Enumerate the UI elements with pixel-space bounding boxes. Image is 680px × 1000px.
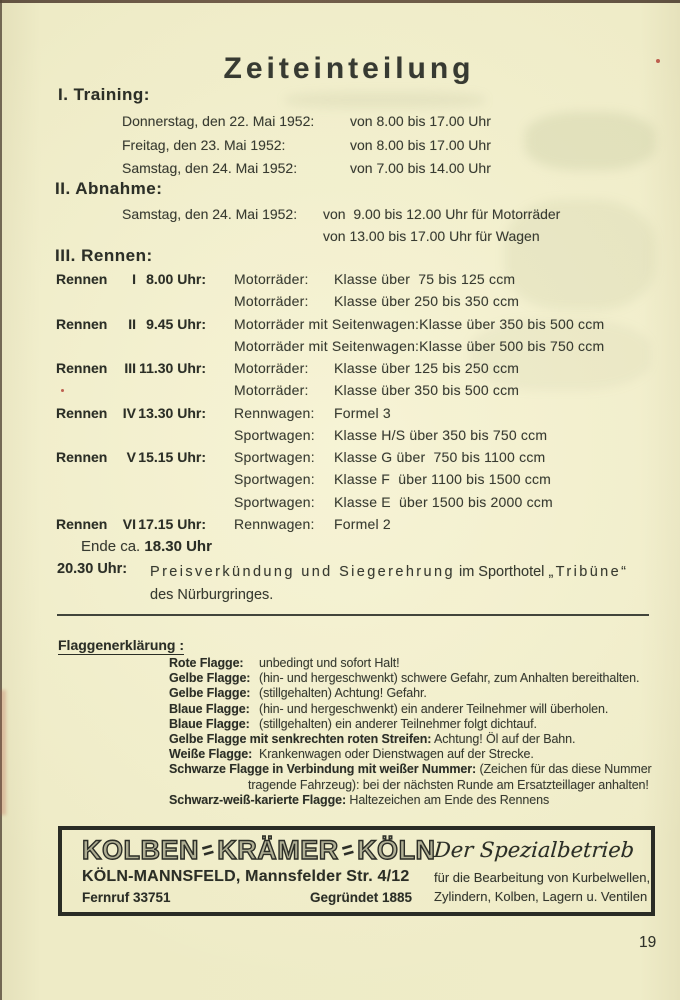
race-class: Klasse über 350 bis 500 ccm	[419, 315, 605, 332]
time-value: von 8.00 bis 17.00 Uhr	[350, 113, 491, 129]
scan-edge-left	[0, 0, 2, 1000]
race-class: Klasse G über 750 bis 1100 ccm	[334, 449, 546, 465]
race-row	[56, 513, 604, 535]
race-category: Rennwagen:	[234, 404, 315, 421]
race-label: Rennen	[56, 271, 108, 287]
race-row	[56, 424, 604, 446]
day-label: Donnerstag, den 22. Mai 1952:	[122, 113, 315, 129]
section-heading-training: I. Training:	[58, 85, 150, 104]
show-through-smudge	[285, 92, 485, 108]
flag-desc: Krankenwagen oder Dienstwagen auf der Strecke.	[259, 747, 534, 762]
section-heading-abnahme: II. Abnahme:	[55, 179, 163, 198]
show-through-smudge	[525, 112, 655, 170]
race-category: Motorräder mit Seitenwagen:	[234, 315, 420, 332]
race-row	[56, 313, 604, 335]
time-value: von 9.00 bis 12.00 Uhr für Motorräder	[323, 206, 561, 222]
flag-desc: tragende Fahrzeug): bei der nächsten Runde am Ersatzteillager anhalten!	[248, 777, 649, 792]
flag-item	[169, 656, 652, 671]
race-number: V	[126, 449, 136, 465]
section-heading-rennen: III. Rennen:	[55, 246, 153, 265]
brand-logo	[82, 835, 436, 866]
flag-item-continuation	[169, 778, 652, 793]
flag-term: Blaue Flagge:	[169, 716, 250, 731]
abnahme-row	[122, 204, 560, 226]
flag-item	[169, 762, 652, 777]
scan-edge-top	[0, 0, 680, 3]
double-hyphen-separator: =	[198, 836, 218, 864]
flag-term: Gelbe Flagge:	[169, 686, 251, 701]
race-label: Rennen	[56, 360, 108, 376]
ad-description-line1: für die Bearbeitung von Kurbelwellen,	[434, 870, 651, 885]
flag-item	[169, 717, 652, 732]
flag-desc: (Zeichen für das diese Nummer	[479, 762, 652, 777]
flag-desc: (hin- und hergeschwenkt) schwere Gefahr, zum Anhalten bereithalten.	[259, 671, 640, 686]
brand-part: KRÄMER	[217, 835, 339, 865]
double-hyphen-separator: =	[338, 836, 357, 864]
race-row	[56, 268, 604, 290]
flag-term: Rote Flagge:	[169, 656, 244, 670]
flag-desc: Achtung! Öl auf der Bahn.	[434, 732, 576, 747]
race-class: Klasse E über 1500 bis 2000 ccm	[334, 493, 553, 510]
race-category: Motorräder:	[234, 271, 309, 287]
flag-item	[169, 747, 652, 762]
advertiser-info	[82, 835, 436, 905]
flag-desc: (hin- und hergeschwenkt) ein anderer Teilnehmer will überholen.	[259, 701, 609, 716]
ad-services	[433, 838, 651, 906]
training-schedule	[122, 110, 491, 181]
race-class: Klasse über 500 bis 750 ccm	[419, 337, 605, 354]
ad-tagline: Der Spezialbetrieb	[433, 838, 636, 862]
race-label: Rennen	[56, 449, 108, 465]
page-title: Zeiteinteilung	[223, 52, 475, 85]
day-label: Samstag, den 24. Mai 1952:	[122, 206, 298, 222]
flag-term: Weiße Flagge:	[169, 747, 253, 762]
race-number: I	[132, 271, 136, 287]
ad-description-line2: Zylindern, Kolben, Lagern u. Ventilen	[434, 889, 648, 904]
awards-text-normal: im Sporthotel	[458, 564, 545, 580]
flag-item	[169, 702, 652, 717]
race-row	[56, 290, 604, 312]
race-category: Sportwagen:	[234, 449, 315, 465]
race-label: Rennen	[56, 315, 108, 332]
awards-text-line2: des Nürburgringes.	[150, 586, 274, 603]
race-schedule	[56, 268, 604, 535]
training-row	[122, 110, 491, 134]
race-category: Sportwagen:	[234, 426, 315, 443]
race-time: 15.15 Uhr:	[138, 449, 206, 465]
race-time: 9.45 Uhr:	[146, 315, 206, 332]
scan-edge-smudge	[0, 690, 6, 815]
flag-term: Gelbe Flagge:	[169, 671, 251, 686]
awards-time: 20.30 Uhr:	[57, 561, 128, 577]
end-time-value: 18.30 Uhr	[144, 538, 212, 555]
flag-term: Gelbe Flagge mit senkrechten roten Streifen:	[169, 732, 432, 747]
race-time: 17.15 Uhr:	[138, 515, 206, 532]
flag-desc: (stillgehalten) ein anderer Teilnehmer folgt dichtauf.	[259, 716, 537, 731]
race-category: Sportwagen:	[234, 493, 315, 510]
abnahme-schedule	[122, 204, 560, 247]
race-category: Sportwagen:	[234, 471, 315, 488]
advertisement-box	[58, 826, 655, 916]
flag-item	[169, 732, 652, 747]
flag-legend	[169, 656, 652, 808]
race-class: Klasse über 75 bis 125 ccm	[334, 271, 516, 287]
ad-address: KÖLN-MANNSFELD, Mannsfelder Str. 4/12	[82, 868, 410, 885]
race-row	[56, 491, 604, 513]
race-time: 8.00 Uhr:	[146, 271, 206, 287]
flag-desc: Haltezeichen am Ende des Rennens	[349, 792, 550, 807]
flag-term: Schwarze Flagge in Verbindung mit weißer Nummer:	[169, 762, 477, 777]
race-class: Klasse über 125 bis 250 ccm	[334, 360, 520, 376]
race-label: Rennen	[56, 515, 108, 532]
page-number: 19	[639, 934, 657, 951]
end-time-prefix: Ende ca.	[81, 538, 141, 555]
race-category: Rennwagen:	[234, 515, 315, 532]
day-label	[122, 226, 323, 248]
race-row	[56, 468, 604, 490]
race-time: 13.30 Uhr:	[138, 404, 206, 421]
race-class: Klasse F über 1100 bis 1500 ccm	[334, 471, 552, 488]
race-class: Klasse H/S über 350 bis 750 ccm	[334, 426, 548, 443]
awards-text-quoted: „Tribüne“	[548, 564, 629, 580]
race-label: Rennen	[56, 404, 108, 421]
race-row	[56, 379, 604, 401]
brand-part: KOLBEN	[82, 835, 199, 865]
race-number: IV	[122, 404, 136, 421]
race-class: Formel 3	[334, 404, 391, 421]
time-value: von 7.00 bis 14.00 Uhr	[350, 160, 491, 177]
flag-term: Blaue Flagge:	[169, 701, 250, 716]
end-time-line	[81, 538, 212, 555]
race-category: Motorräder mit Seitenwagen:	[234, 337, 420, 354]
ad-phone: Fernruf 33751	[82, 890, 171, 905]
day-label: Freitag, den 23. Mai 1952:	[122, 136, 286, 153]
race-category: Motorräder:	[234, 293, 309, 310]
awards-line	[57, 561, 628, 606]
flags-heading: Flaggenerklärung :	[58, 637, 185, 653]
race-row	[56, 357, 604, 379]
flag-item	[169, 686, 652, 701]
race-category: Motorräder:	[234, 382, 309, 399]
race-category: Motorräder:	[234, 360, 309, 376]
race-number: VI	[122, 515, 136, 532]
training-row	[122, 157, 491, 181]
abnahme-row	[122, 226, 560, 248]
awards-text-line1	[150, 561, 628, 584]
race-row	[56, 402, 604, 424]
flag-desc: unbedingt und sofort Halt!	[259, 656, 400, 670]
flag-term: Schwarz-weiß-karierte Flagge:	[169, 792, 347, 807]
flag-item	[169, 671, 652, 686]
race-row	[56, 335, 604, 357]
race-class: Klasse über 350 bis 500 ccm	[334, 382, 520, 399]
flag-item	[169, 793, 652, 808]
ad-founded: Gegründet 1885	[309, 890, 412, 905]
awards-text-spaced: Preisverkündung und Siegerehrung	[150, 564, 455, 580]
time-value: von 13.00 bis 17.00 Uhr für Wagen	[323, 227, 540, 244]
flag-desc: (stillgehalten) Achtung! Gefahr.	[259, 686, 427, 701]
race-number: III	[124, 360, 136, 376]
race-class: Formel 2	[334, 515, 391, 532]
race-number: II	[128, 315, 136, 332]
race-time: 11.30 Uhr:	[139, 360, 206, 376]
brand-part: KÖLN	[357, 835, 436, 865]
race-row	[56, 446, 604, 468]
divider-rule	[57, 614, 649, 616]
day-label: Samstag, den 24. Mai 1952:	[122, 160, 298, 177]
time-value: von 8.00 bis 17.00 Uhr	[350, 136, 491, 153]
training-row	[122, 134, 491, 158]
race-class: Klasse über 250 bis 350 ccm	[334, 293, 520, 310]
